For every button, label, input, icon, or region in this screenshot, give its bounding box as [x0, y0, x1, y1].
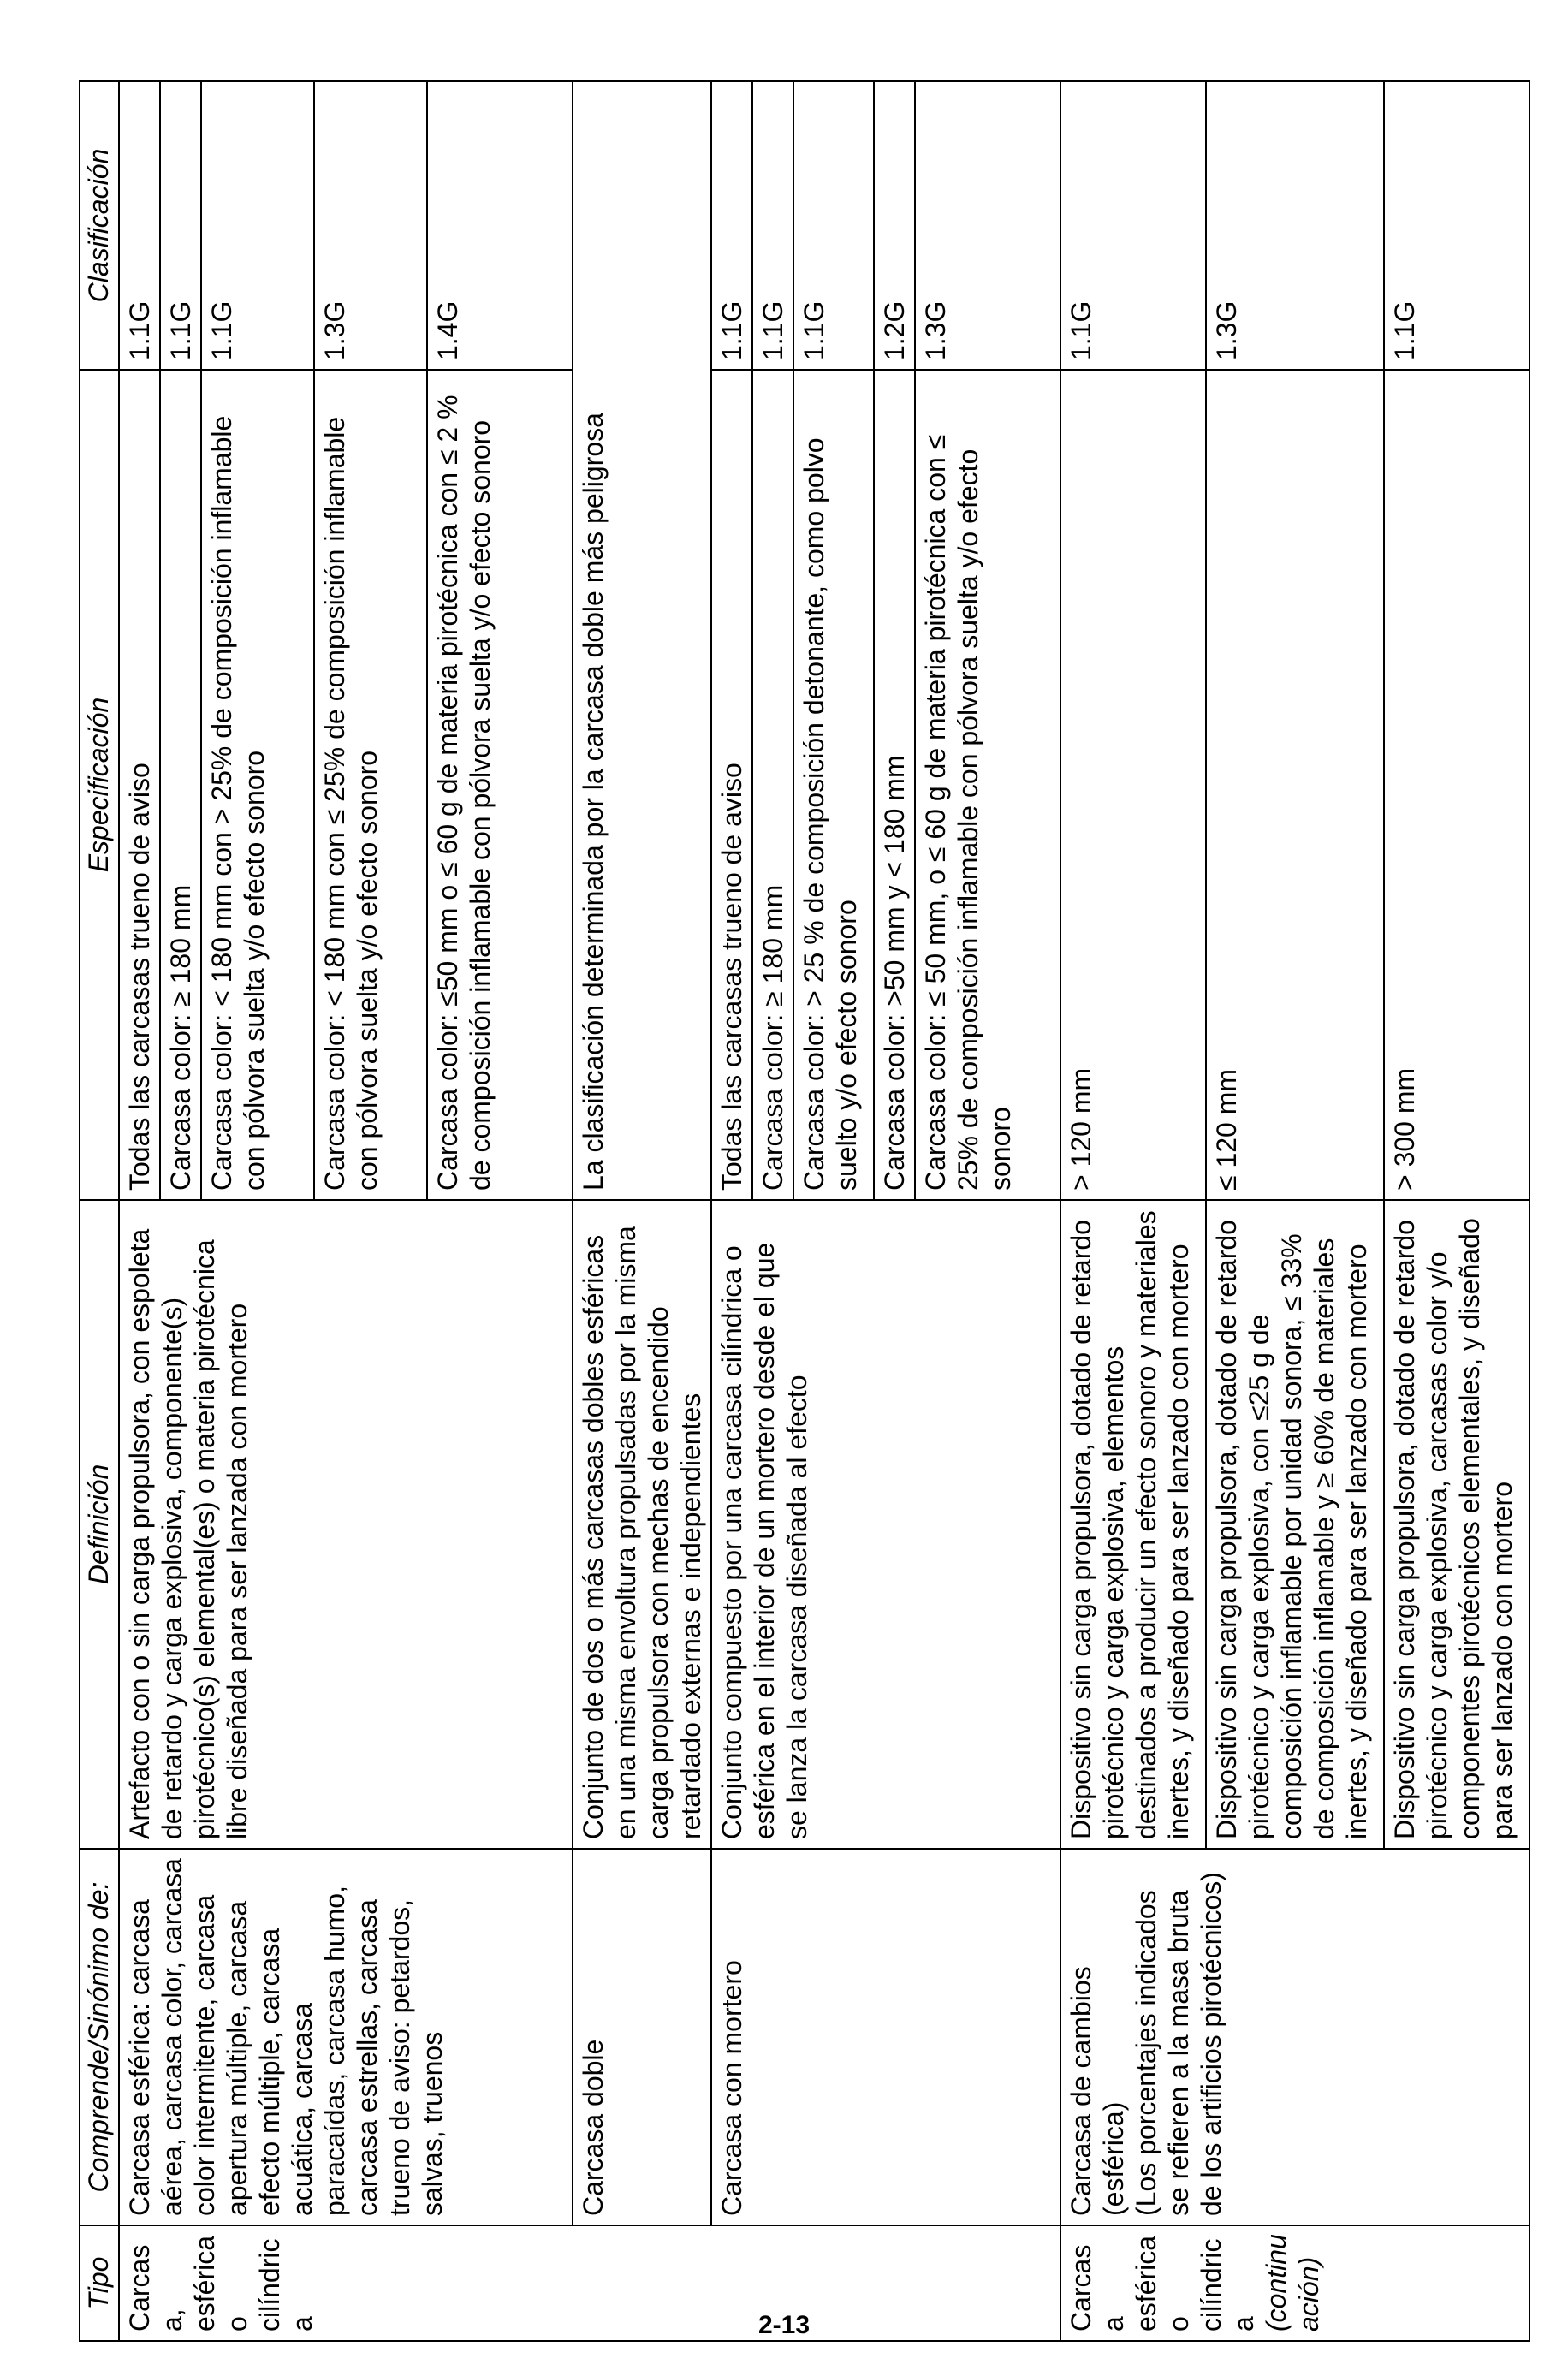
clasificacion-cell: 1.4G	[427, 81, 573, 370]
table-row	[573, 81, 711, 2341]
especificacion-cell: Carcasa color: ≤50 mm o ≤ 60 g de materia pirotécnica con ≤ 2 % de composición inflamable con pólvora suelta y/o efecto sonoro	[427, 370, 573, 1200]
especificacion-cell: Todas las carcasas trueno de aviso	[711, 370, 752, 1200]
table-row	[711, 81, 752, 2341]
tipo-continuacion-note: (continuación)	[1261, 2234, 1324, 2331]
especificacion-cell: Carcasa color: < 180 mm con > 25% de composición inflamable con pólvora suelta y/o efecto sonoro	[201, 370, 314, 1200]
especificacion-cell: Carcasa color: >50 mm y < 180 mm	[874, 370, 915, 1200]
definicion-cell: Artefacto con o sin carga propulsora, con espoleta de retardo y carga explosiva, componente(s) pirotécnico(s) elemental(es) o materia pirotécnica libre diseñada para ser lanzada con mortero	[119, 1200, 573, 1849]
header-clasificacion: Clasificación	[80, 81, 119, 370]
definicion-cell: Conjunto de dos o más carcasas dobles esféricas en una misma envoltura propulsadas por la misma carga propulsora con mechas de encendido retardado externas e independientes	[573, 1200, 711, 1849]
tipo-cell: Carcasa, esférica o cilíndrica	[119, 2225, 1060, 2341]
especificacion-cell: Todas las carcasas trueno de aviso	[119, 370, 160, 1200]
comprende-cell: Carcasa con mortero	[711, 1849, 1060, 2225]
clasificacion-cell: 1.1G	[793, 81, 874, 370]
clasificacion-cell: 1.1G	[1060, 81, 1206, 370]
header-tipo: Tipo	[80, 2225, 119, 2341]
especificacion-cell: > 120 mm	[1060, 370, 1206, 1200]
header-especificacion: Especificación	[80, 370, 119, 1200]
clasificacion-cell: 1.1G	[201, 81, 314, 370]
especificacion-clasificacion-cell: La clasificación determinada por la carcasa doble más peligrosa	[573, 81, 711, 1200]
clasificacion-cell: 1.1G	[160, 81, 201, 370]
comprende-cell: Carcasa esférica: carcasa aérea, carcasa color, carcasa color intermitente, carcasa apertura múltiple, carcasa efecto múltiple, carcasa acuática, carcasa paracaídas, carcasa humo, carcasa estrellas, carcasa trueno de aviso: petardos, salvas, truenos	[119, 1849, 573, 2225]
definicion-cell: Conjunto compuesto por una carcasa cilíndrica o esférica en el interior de un mortero desde el que se lanza la carcasa diseñada al efecto	[711, 1200, 1060, 1849]
especificacion-cell: Carcasa color: > 25 % de composición detonante, como polvo suelto y/o efecto sonoro	[793, 370, 874, 1200]
rotated-table-container	[79, 82, 1568, 2342]
clasificacion-cell: 1.1G	[119, 81, 160, 370]
page-number: 2-13	[757, 2311, 811, 2339]
classification-table	[79, 80, 1530, 2342]
clasificacion-cell: 1.1G	[1384, 81, 1529, 370]
header-comprende: Comprende/Sinónimo de:	[80, 1849, 119, 2225]
especificacion-cell: Carcasa color: ≥ 180 mm	[160, 370, 201, 1200]
comprende-cell: Carcasa de cambios (esférica) (Los porcentajes indicados se refieren a la masa bruta de los artificios pirotécnicos)	[1060, 1849, 1529, 2225]
especificacion-cell: Carcasa color: ≤ 50 mm, o ≤ 60 g de materia pirotécnica con ≤ 25% de composición inflamable con pólvora suelta y/o efecto sonoro	[915, 370, 1060, 1200]
especificacion-cell: ≤ 120 mm	[1206, 370, 1384, 1200]
table-row	[119, 81, 160, 2341]
especificacion-cell: Carcasa color: < 180 mm con ≤ 25% de composición inflamable con pólvora suelta y/o efecto sonoro	[314, 370, 427, 1200]
clasificacion-cell: 1.3G	[1206, 81, 1384, 370]
especificacion-cell: Carcasa color: ≥ 180 mm	[752, 370, 793, 1200]
definicion-cell: Dispositivo sin carga propulsora, dotado de retardo pirotécnico y carga explosiva, carcasas color y/o componentes pirotécnicos elementales, y diseñado para ser lanzado con mortero	[1384, 1200, 1529, 1849]
definicion-cell: Dispositivo sin carga propulsora, dotado de retardo pirotécnico y carga explosiva, elementos destinados a producir un efecto sonoro y materiales inertes, y diseñado para ser lanzado con mortero	[1060, 1200, 1206, 1849]
especificacion-cell: > 300 mm	[1384, 370, 1529, 1200]
comprende-cell: Carcasa doble	[573, 1849, 711, 2225]
clasificacion-cell: 1.3G	[915, 81, 1060, 370]
definicion-cell: Dispositivo sin carga propulsora, dotado de retardo pirotécnico y carga explosiva, con ≤25 g de composición inflamable por unidad sonora, ≤ 33% de composición inflamable y ≥ 60% de materiales inertes, y diseñado para ser lanzado con mortero	[1206, 1200, 1384, 1849]
tipo-text: Carcasa esférica o cilíndrica	[1066, 2235, 1259, 2331]
clasificacion-cell: 1.1G	[752, 81, 793, 370]
clasificacion-cell: 1.2G	[874, 81, 915, 370]
table-row	[1060, 81, 1206, 2341]
clasificacion-cell: 1.3G	[314, 81, 427, 370]
header-definicion: Definición	[80, 1200, 119, 1849]
clasificacion-cell: 1.1G	[711, 81, 752, 370]
table-header-row	[80, 81, 119, 2341]
